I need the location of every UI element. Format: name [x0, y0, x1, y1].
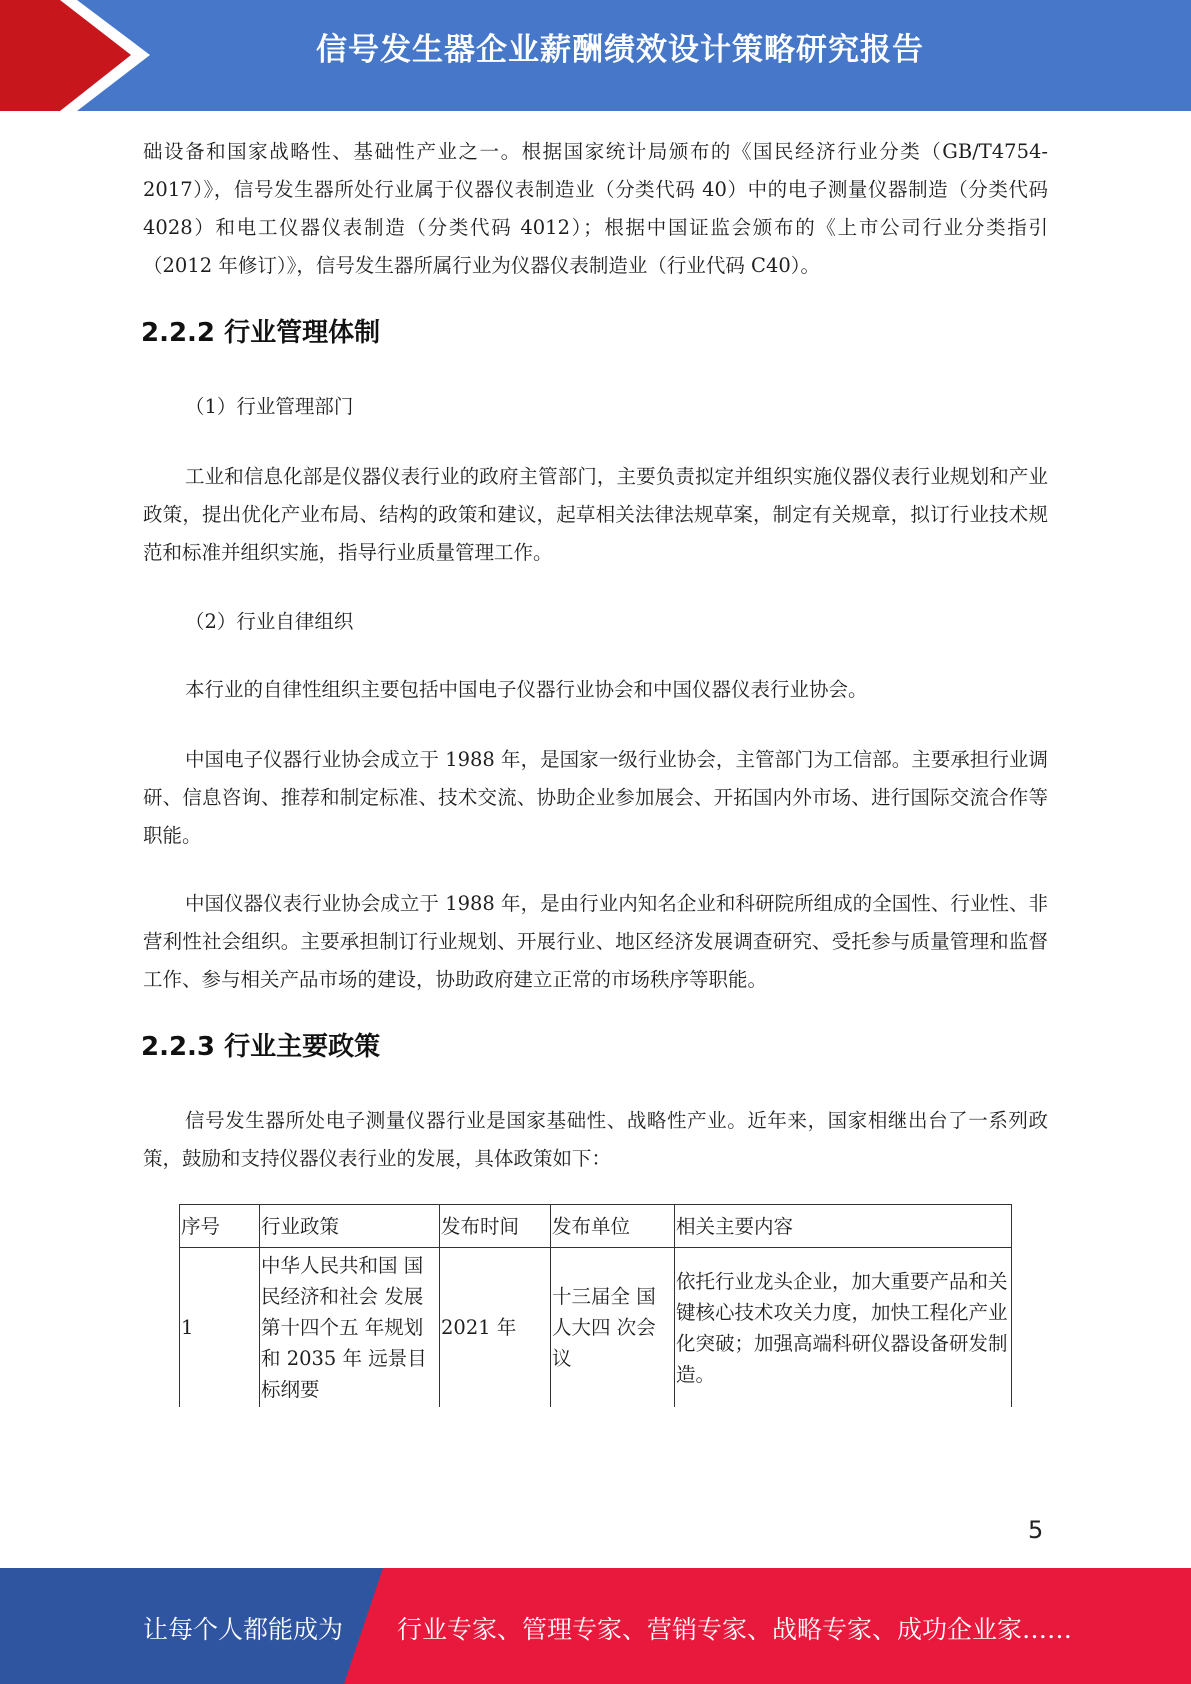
- report-title: 信号发生器企业薪酬绩效设计策略研究报告: [316, 32, 924, 68]
- page-number: 5: [1028, 1516, 1044, 1544]
- cell-policy: 中华人民共和国 国民经济和社会 发展第十四个五 年规划和 2035 年 远景目标纲要: [260, 1248, 440, 1408]
- paragraph-management-dept: 工业和信息化部是仪器仪表行业的政府主管部门，主要负责拟定并组织实施仪器仪表行业规划和产业政策，提出优化产业布局、结构的政策和建议，起草相关法律法规草案，制定有关规章，拟订行业技术规范和标准并组织实施，指导行业质量管理工作。: [143, 465, 1048, 564]
- subheading-management-dept: （1）行业管理部门: [185, 395, 354, 418]
- page-header: [0, 0, 1191, 111]
- footer-slogan-right: 行业专家、管理专家、营销专家、战略专家、成功企业家……: [397, 1615, 1073, 1644]
- cell-content: 依托行业龙头企业，加大重要产品和关键核心技术攻关力度，加快工程化产业化突破；加强高端科研仪器设备研发制造。: [675, 1248, 1012, 1408]
- paragraph-policies-intro: 信号发生器所处电子测量仪器行业是国家基础性、战略性产业。近年来，国家相继出台了一系列政策，鼓励和支持仪器仪表行业的发展，具体政策如下：: [143, 1109, 1048, 1170]
- column-header-number: 序号: [180, 1205, 260, 1248]
- paragraph-associations: 本行业的自律性组织主要包括中国电子仪器行业协会和中国仪器仪表行业协会。: [185, 678, 868, 701]
- intro-paragraph: 础设备和国家战略性、基础性产业之一。根据国家统计局颁布的《国民经济行业分类（GB/T4754-2017）》，信号发生器所处行业属于仪器仪表制造业（分类代码 40）中的电子测量仪器制造（分类代码 4028）和电工仪器仪表制造（分类代码 4012）；根据中国证监会颁布的《上市公司行业分类指引（2012 年修订）》，信号发生器所属行业为仪器仪表制造业（行业代码 C40）。: [143, 140, 1048, 277]
- section-title-2-2-2: 2.2.2 行业管理体制: [141, 318, 381, 348]
- table-header-row: [180, 1205, 1012, 1248]
- page-footer: [0, 1568, 1191, 1684]
- paragraph-electronic-instrument-association: 中国电子仪器行业协会成立于 1988 年，是国家一级行业协会，主管部门为工信部。主要承担行业调研、信息咨询、推荐和制定标准、技术交流、协助企业参加展会、开拓国内外市场、进行国际交流合作等职能。: [143, 748, 1048, 847]
- column-header-content: 相关主要内容: [675, 1205, 1012, 1248]
- paragraph-instrument-association: 中国仪器仪表行业协会成立于 1988 年，是由行业内知名企业和科研院所组成的全国性、行业性、非营利性社会组织。主要承担制订行业规划、开展行业、地区经济发展调查研究、受托参与质量管理和监督工作、参与相关产品市场的建设，协助政府建立正常的市场秩序等职能。: [143, 892, 1048, 991]
- cell-number: 1: [180, 1248, 260, 1408]
- column-header-issuer: 发布单位: [551, 1205, 675, 1248]
- subheading-self-regulatory: （2）行业自律组织: [185, 610, 354, 633]
- cell-date: 2021 年: [440, 1248, 551, 1408]
- footer-slogan-left: 让每个人都能成为: [143, 1615, 344, 1644]
- column-header-policy: 行业政策: [260, 1205, 440, 1248]
- policy-table: [179, 1204, 1012, 1407]
- column-header-date: 发布时间: [440, 1205, 551, 1248]
- section-title-2-2-3: 2.2.3 行业主要政策: [141, 1032, 381, 1062]
- cell-issuer: 十三届全 国人大四 次会议: [551, 1248, 675, 1408]
- table-row: [180, 1248, 1012, 1408]
